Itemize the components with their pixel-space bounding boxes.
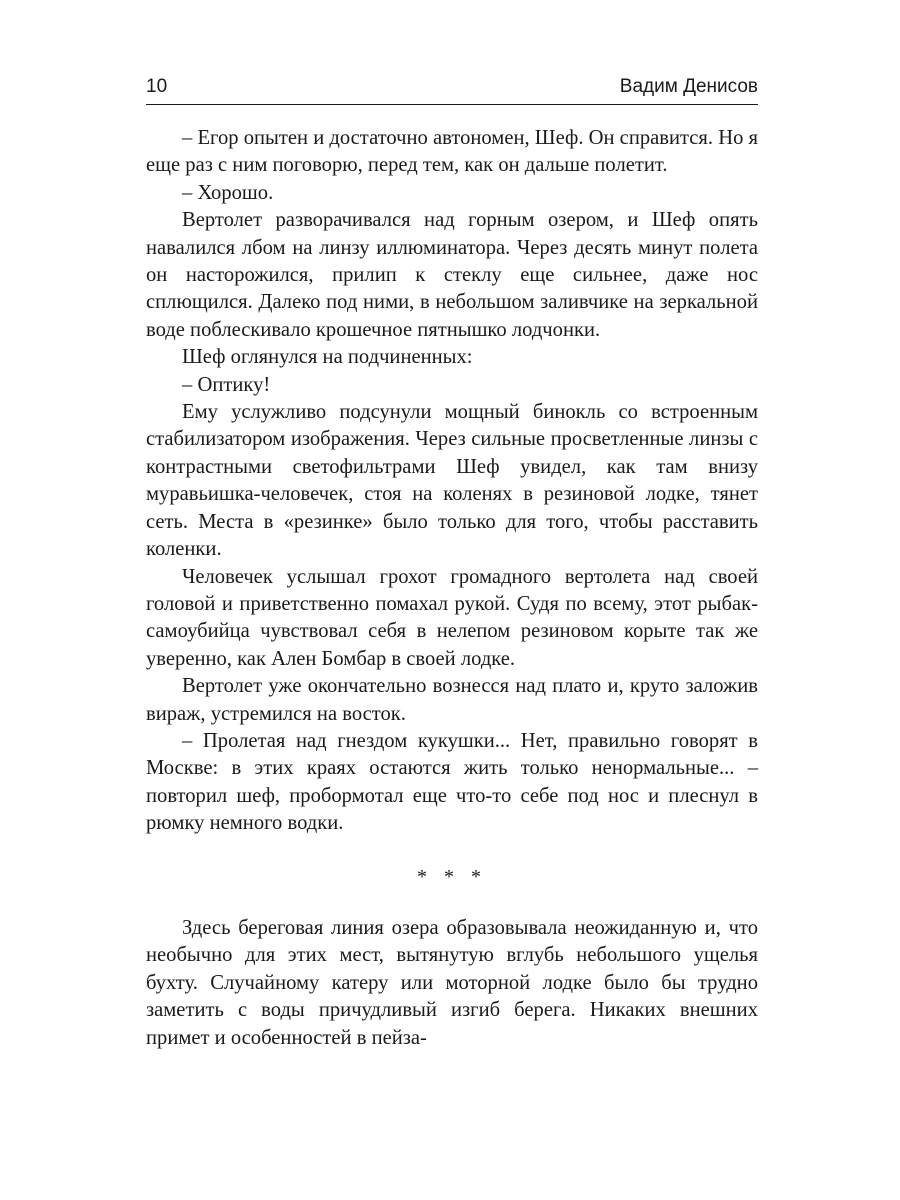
book-page (146, 70, 758, 1052)
author-name: Вадим Денисов (619, 76, 758, 97)
paragraph: – Пролетая над гнездом кукушки... Нет, правильно говорят в Москве: в этих краях остаются жить только ненормальные... – повторил шеф, пробормотал еще что-то себе под нос и плеснул в рюмку немного водки. (146, 729, 758, 835)
paragraph: Здесь береговая линия озера образовывала неожиданную и, что необычно для этих мест, вытянутую вглубь небольшого ущелья бухту. Случайному катеру или моторной лодке было бы трудно заметить с воды причудливый изгиб берега. Никаких внешних примет и особенностей в пейза- (146, 916, 758, 1049)
section-break: * * * (417, 865, 487, 888)
paragraph: Вертолет уже окончательно вознесся над плато и, круто заложив вираж, устремился на восток. (146, 675, 758, 725)
page-number: 10 (146, 76, 168, 97)
paragraph: Человечек услышал грохот громадного вертолета над своей головой и приветственно помахал рукой. Судя по всему, этот рыбак-самоубийца чувствовал себя в нелепом резиновом корыте так же уверенно, как Ален Бомбар в своей лодке. (146, 565, 758, 670)
paragraph: Шеф оглянулся на подчиненных: (182, 346, 473, 369)
paragraph: Вертолет разворачивался над горным озером, и Шеф опять навалился лбом на линзу иллюминатора. Через десять минут полета он насторожился, прилип к стеклу еще сильнее, даже нос сплющился. Далеко под ними, в небольшом заливчике на зеркальной воде поблескивало крошечное пятнышко лодчонки. (146, 209, 758, 341)
paragraph: – Оптику! (182, 373, 271, 396)
paragraph: – Хорошо. (182, 181, 274, 204)
paragraph: – Егор опытен и достаточно автономен, Шеф. Он справится. Но я еще раз с ним поговорю, перед тем, как он дальше полетит. (146, 127, 758, 177)
running-header (146, 70, 758, 105)
body-text (146, 125, 758, 1052)
paragraph: Ему услужливо подсунули мощный бинокль со встроенным стабилизатором изображения. Через сильные просветленные линзы с контрастными светофильтрами Шеф увидел, как там внизу муравьишка-человечек, стоя на коленях в резиновой лодке, тянет сеть. Места в «резинке» было только для того, чтобы расставить коленки. (146, 401, 758, 561)
